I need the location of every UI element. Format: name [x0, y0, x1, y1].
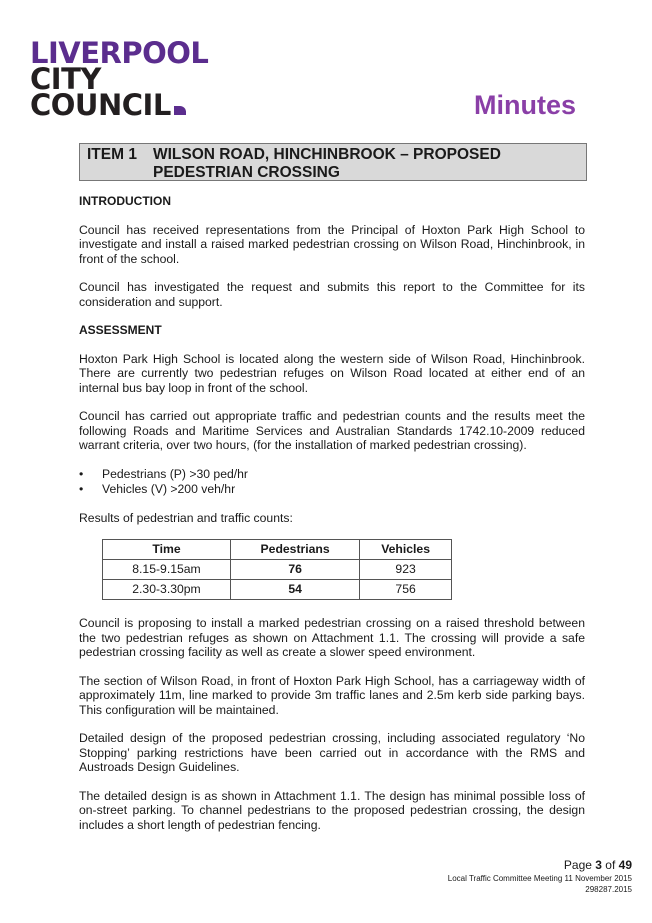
body-paragraph-3: Detailed design of the proposed pedestrian crossing, including associated regulatory ‘No Stopping’ parking restrictions have been carried out in accordance with the RMS and Austroads Design Guidelines.	[79, 731, 585, 774]
table-row	[103, 580, 452, 600]
list-item: • Vehicles (V) >200 veh/hr	[79, 482, 585, 497]
column-header-pedestrians: Pedestrians	[230, 540, 359, 560]
logo-line-3-text: COUNCIL	[30, 88, 171, 122]
body-paragraph-1: Council is proposing to install a marked pedestrian crossing on a raised threshold between the two pedestrian refuges as shown on Attachment 1.1. The crossing will provide a safe pedestrian crossing facility as well as create a slower speed environment.	[79, 616, 585, 659]
logo-line-2: CITY	[30, 62, 101, 96]
meeting-name: Local Traffic Committee Meeting 11 November 2015	[447, 874, 632, 883]
counts-table	[102, 539, 452, 600]
introduction-heading: INTRODUCTION	[79, 194, 171, 208]
table-row	[103, 560, 452, 580]
logo-line-3	[30, 88, 208, 122]
logo-line-1: LIVERPOOL	[30, 36, 209, 70]
column-header-vehicles: Vehicles	[360, 540, 452, 560]
assessment-heading: ASSESSMENT	[79, 323, 162, 337]
report-body	[79, 194, 585, 846]
assessment-paragraph-1: Hoxton Park High School is located along the western side of Wilson Road, Hinchinbrook. There are currently two pedestrian refuges on Wilson Road located at either end of an internal bus bay loop in front of the school.	[79, 351, 585, 395]
item-number: ITEM 1	[87, 146, 137, 163]
cell-pedestrians: 54	[230, 580, 359, 600]
page-number	[448, 858, 632, 873]
item-title: WILSON ROAD, HINCHINBROOK – PROPOSED PEDESTRIAN CROSSING	[153, 146, 501, 181]
item-heading-box	[79, 143, 587, 181]
document-reference: 298287.2015	[585, 885, 632, 894]
logo-mark-icon	[174, 106, 186, 115]
page-of: of	[601, 858, 619, 872]
cell-vehicles: 923	[360, 560, 452, 580]
document-type-title: Minutes	[473, 90, 576, 120]
cell-vehicles: 756	[360, 580, 452, 600]
assessment-paragraph-2: Council has carried out appropriate traffic and pedestrian counts and the results meet the following Roads and Maritime Services and Australian Standards 1742.10-2009 reduced warrant criteria, over two hours, (for the installation of marked pedestrian crossing).	[79, 409, 585, 452]
column-header-time: Time	[103, 540, 231, 560]
page-current: 3	[595, 858, 602, 872]
cell-time: 8.15-9.15am	[103, 560, 231, 580]
intro-paragraph-1: Council has received representations from the Principal of Hoxton Park High School to investigate and install a raised marked pedestrian crossing on Wilson Road, Hinchinbrook, in front of the school.	[79, 222, 585, 266]
intro-paragraph-2: Council has investigated the request and submits this report to the Committee for its consideration and support.	[79, 280, 585, 309]
warrant-criteria-list	[79, 467, 585, 497]
body-paragraph-4: The detailed design is as shown in Attachment 1.1. The design has minimal possible loss of on-street parking. To channel pedestrians to the proposed pedestrian crossing, the design includes a short length of pedestrian fencing.	[79, 788, 585, 832]
page-prefix: Page	[563, 858, 596, 872]
cell-time: 2.30-3.30pm	[103, 580, 231, 600]
page-total: 49	[618, 858, 632, 872]
page-footer	[448, 858, 632, 895]
council-logo	[30, 36, 209, 122]
results-intro: Results of pedestrian and traffic counts:	[79, 510, 293, 525]
cell-pedestrians: 76	[230, 560, 359, 580]
list-item: • Pedestrians (P) >30 ped/hr	[79, 467, 585, 482]
table-header-row	[103, 540, 452, 560]
body-paragraph-2: The section of Wilson Road, in front of Hoxton Park High School, has a carriageway width of approximately 11m, line marked to provide 3m traffic lanes and 2.5m kerb side parking bays. This configuration will be maintained.	[79, 673, 585, 717]
